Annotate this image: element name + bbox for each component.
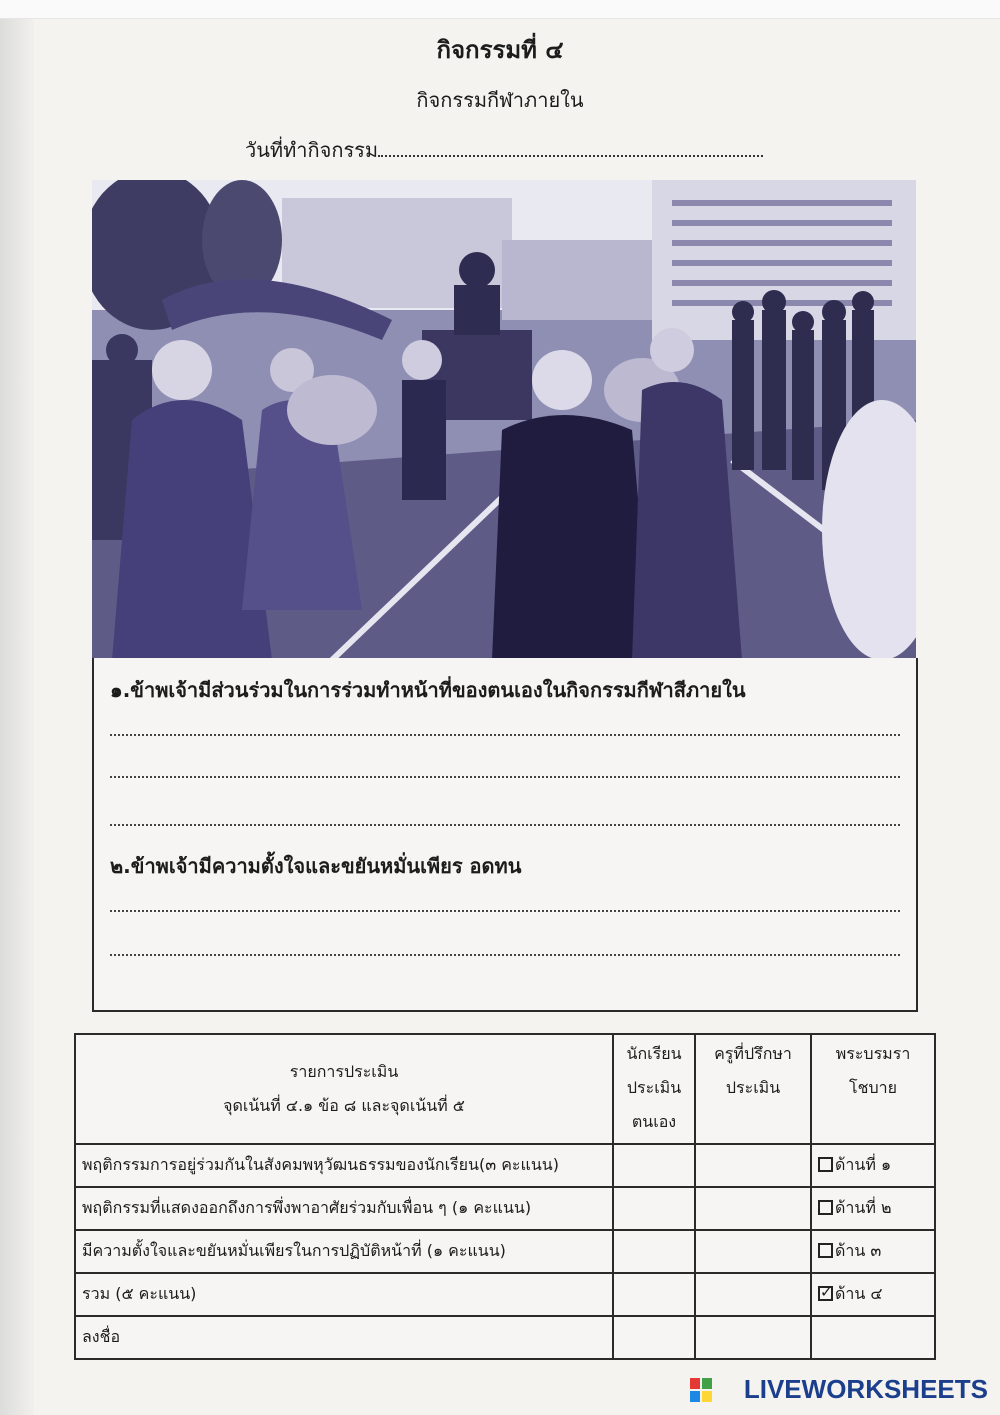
evaluation-row — [75, 1273, 935, 1316]
evaluation-row — [75, 1316, 935, 1359]
advisor-score-cell[interactable] — [695, 1273, 811, 1316]
evaluation-criteria-header — [75, 1034, 613, 1144]
royal-policy-header — [811, 1034, 935, 1144]
signature-label: ลงชื่อ — [75, 1316, 613, 1359]
student-score-cell[interactable] — [613, 1144, 695, 1187]
student-score-cell[interactable] — [613, 1187, 695, 1230]
evaluation-row — [75, 1187, 935, 1230]
checkbox-icon[interactable] — [818, 1200, 833, 1215]
evaluation-criteria-focus: จุดเน้นที่ ๔.๑ ข้อ ๘ และจุดเน้นที่ ๕ — [223, 1096, 465, 1115]
liveworksheets-brand: LIVEWORKSHEETS — [743, 1374, 988, 1404]
evaluation-row — [75, 1144, 935, 1187]
parade-photo — [92, 180, 916, 660]
policy-cell — [811, 1273, 935, 1316]
policy-cell — [811, 1144, 935, 1187]
policy-signature-cell[interactable] — [811, 1316, 935, 1359]
student-header-line-2: ประเมิน — [626, 1078, 682, 1097]
student-header-line-1: นักเรียน — [626, 1044, 682, 1063]
policy-label: ด้าน ๓ — [835, 1241, 882, 1260]
policy-cell — [811, 1230, 935, 1273]
activity-date-field[interactable] — [378, 137, 763, 157]
advisor-header-line-1: ครูที่ปรึกษา — [714, 1044, 792, 1063]
parade-photo-illustration — [92, 180, 916, 660]
evaluation-header-row — [75, 1034, 935, 1144]
advisor-signature-cell[interactable] — [695, 1316, 811, 1359]
policy-label: ด้าน ๔ — [835, 1284, 883, 1303]
answer-1-line-2[interactable] — [110, 776, 900, 778]
student-signature-cell[interactable] — [613, 1316, 695, 1359]
advisor-score-cell[interactable] — [695, 1187, 811, 1230]
answer-1-line-1[interactable] — [110, 734, 900, 736]
advisor-score-cell[interactable] — [695, 1230, 811, 1273]
advisor-header-line-2: ประเมิน — [725, 1078, 781, 1097]
policy-cell — [811, 1187, 935, 1230]
evaluation-table — [74, 1033, 936, 1360]
activity-date-line — [245, 134, 763, 166]
page-title: กิจกรรมที่ ๔ — [436, 36, 564, 64]
page-subtitle: กิจกรรมกีฬาภายใน — [416, 88, 584, 112]
advisor-score-cell[interactable] — [695, 1144, 811, 1187]
student-score-cell[interactable] — [613, 1230, 695, 1273]
royal-header-line-2: โชบาย — [849, 1078, 897, 1097]
policy-label: ด้านที่ ๒ — [835, 1198, 892, 1217]
top-strip — [0, 0, 1000, 19]
advisor-eval-header — [695, 1034, 811, 1144]
royal-header-line-1: พระบรมรา — [835, 1044, 911, 1063]
evaluation-item: พฤติกรรมการอยู่ร่วมกันในสังคมพหุวัฒนธรรมของนักเรียน(๓ คะแนน) — [75, 1144, 613, 1187]
question-1: ๑.ข้าพเจ้ามีส่วนร่วมในการร่วมทำหน้าที่ของตนเองในกิจกรรมกีฬาสีภายใน — [110, 678, 746, 702]
page-edge-shadow — [0, 0, 34, 1415]
liveworksheets-logo-icon — [690, 1378, 712, 1402]
evaluation-item: มีความตั้งใจและขยันหมั่นเพียรในการปฏิบัติหน้าที่ (๑ คะแนน) — [75, 1230, 613, 1273]
checkbox-icon[interactable] — [818, 1243, 833, 1258]
answer-1-line-3[interactable] — [110, 824, 900, 826]
evaluation-criteria-title: รายการประเมิน — [289, 1062, 399, 1081]
checkbox-icon[interactable] — [818, 1157, 833, 1172]
student-score-cell[interactable] — [613, 1273, 695, 1316]
policy-label: ด้านที่ ๑ — [835, 1155, 892, 1174]
answer-2-line-1[interactable] — [110, 910, 900, 912]
question-2: ๒.ข้าพเจ้ามีความตั้งใจและขยันหมั่นเพียร อดทน — [110, 854, 522, 878]
evaluation-row — [75, 1230, 935, 1273]
evaluation-item: รวม (๕ คะแนน) — [75, 1273, 613, 1316]
activity-date-label: วันที่ทำกิจกรรม — [245, 138, 379, 162]
student-self-eval-header — [613, 1034, 695, 1144]
answer-box — [92, 658, 918, 1012]
answer-2-line-2[interactable] — [110, 954, 900, 956]
student-header-line-3: ตนเอง — [631, 1112, 677, 1131]
checked-checkbox-icon[interactable] — [818, 1286, 833, 1301]
evaluation-item: พฤติกรรมที่แสดงออกถึงการพึ่งพาอาศัยร่วมกับเพื่อน ๆ (๑ คะแนน) — [75, 1187, 613, 1230]
